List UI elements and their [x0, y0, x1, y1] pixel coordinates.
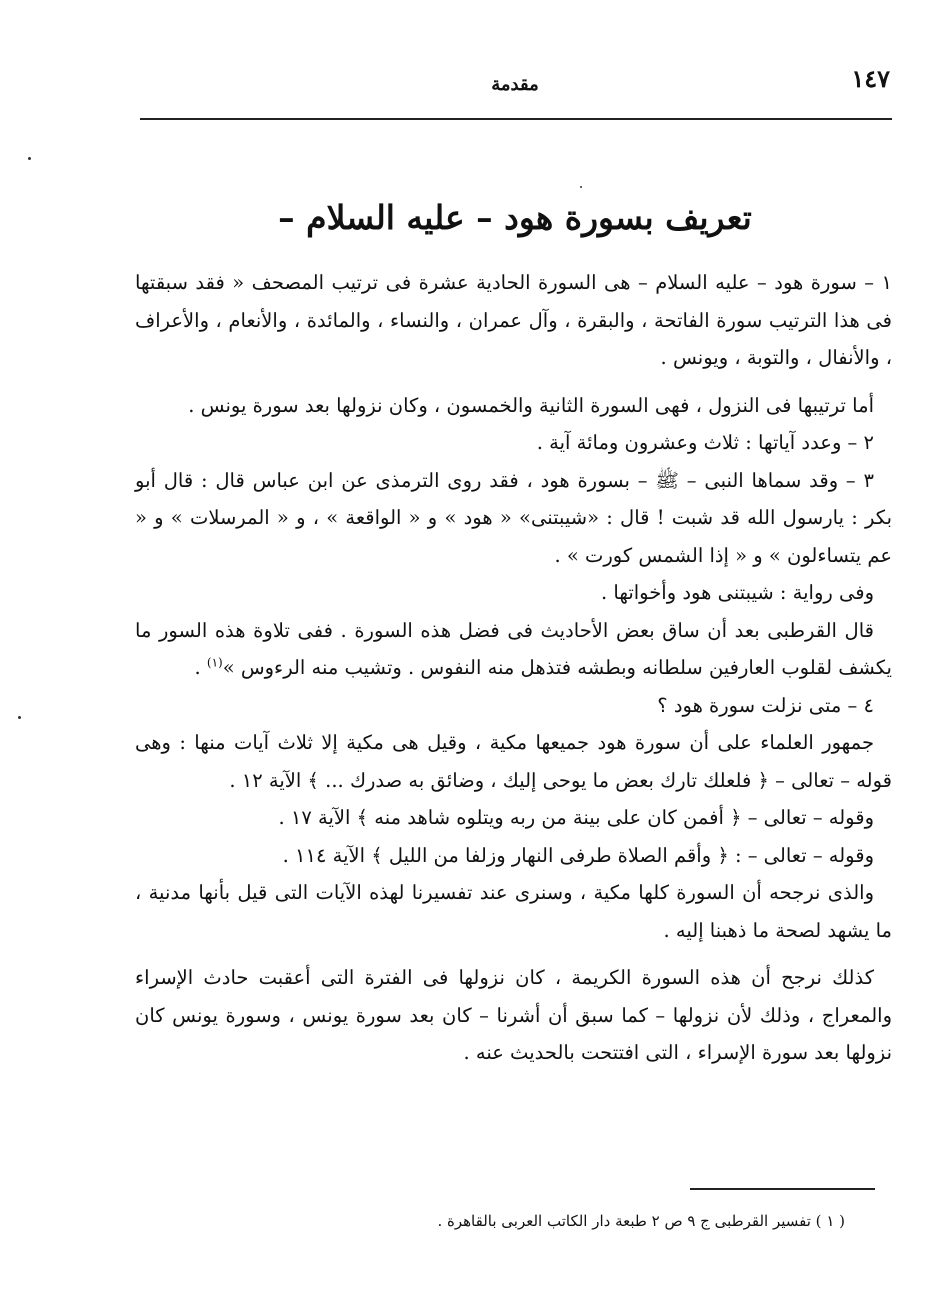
footnote-marker: (١) [206, 655, 223, 670]
paragraph-verse-114: وقوله – تعالى – : ﴿ وأقم الصلاة طرفى النهار وزلفا من الليل ﴾ الآية ١١٤ . [282, 843, 874, 867]
scan-speck [28, 157, 31, 160]
paragraph-preferred-view: والذى نرجحه أن السورة كلها مكية ، وسنرى عند تفسيرنا لهذه الآيات التى قيل بأنها مدنية ، ما يشهد لصحة ما ذهبنا إليه . [135, 881, 892, 942]
paragraph-narration: وفى رواية : شيبتنى هود وأخواتها . [601, 581, 874, 604]
page-header [140, 60, 890, 118]
header-rule [140, 118, 892, 120]
paragraph-verse-17: وقوله – تعالى – ﴿ أفمن كان على بينة من ربه ويتلوه شاهد منه ﴾ الآية ١٧ . [278, 806, 874, 829]
paragraph-revelation-order: أما ترتيبها فى النزول ، فهى السورة الثانية والخمسون ، وكان نزولها بعد سورة يونس . [188, 393, 874, 417]
paragraph-verse-count: ٢ – وعدد آياتها : ثلاث وعشرون ومائة آية . [536, 431, 874, 454]
chapter-title: تعريف بسورة هود – عليه السلام – [278, 198, 752, 237]
paragraph-majority-view: جمهور العلماء على أن سورة هود جميعها مكية ، وقيل هى مكية إلا ثلاث آيات منها : وهى قوله – تعالى – ﴿ فلعلك تارك بعض ما يوحى إليك ، وضائق به صدرك ... ﴾ الآية ١٢ . [135, 731, 892, 792]
paragraph-qurtubi-quote [135, 612, 892, 687]
paragraph-revelation-period: كذلك نرجح أن هذه السورة الكريمة ، كان نزولها فى الفترة التى أعقبت حادث الإسراء والمعراج ، وذلك لأن نزولها – كما سبق أن أشرنا – كان بعد سورة يونس ، وسورة يونس كان نزولها بعد سورة الإسراء ، التى افتتحت بالحديث عنه . [135, 966, 892, 1064]
running-title: مقدمة [491, 74, 539, 95]
paragraph-revelation-question: ٤ – متى نزلت سورة هود ؟ [657, 693, 874, 717]
qurtubi-quote-tail: . [194, 656, 207, 679]
footnote: ( ١ ) تفسير القرطبى ج ٩ ص ٢ طبعة دار الكاتب العربى بالقاهرة . [437, 1212, 845, 1230]
scan-speck [580, 186, 582, 188]
footnote-rule [690, 1188, 875, 1190]
scan-speck [18, 716, 21, 719]
paragraph-naming: ٣ – وقد سماها النبى – ﷺ – بسورة هود ، فقد روى الترمذى عن ابن عباس قال : قال أبو بكر : يارسول الله قد شبت ! قال : «شيبتنى» « هود » و « الواقعة » ، و « المرسلات » و « عم يتساءلون » و « إذا الشمس كورت » . [135, 468, 892, 567]
page-number: ١٤٧ [851, 64, 890, 93]
paragraph-surah-order: ١ – سورة هود – عليه السلام – هى السورة الحادية عشرة فى ترتيب المصحف « فقد سبقتها فى هذا الترتيب سورة الفاتحة ، والبقرة ، وآل عمران ، والنساء ، والمائدة ، والأنعام ، والأعراف ، والأنفال ، والتوبة ، ويونس . [135, 271, 892, 369]
body-text [135, 264, 892, 1072]
qurtubi-quote-text: قال القرطبى بعد أن ساق بعض الأحاديث فى فضل هذه السورة . ففى تلاوة هذه السور ما يكشف لقلوب العارفين سلطانه وبطشه فتذهل منه النفوس . وتشيب منه الرءوس » [135, 618, 892, 679]
